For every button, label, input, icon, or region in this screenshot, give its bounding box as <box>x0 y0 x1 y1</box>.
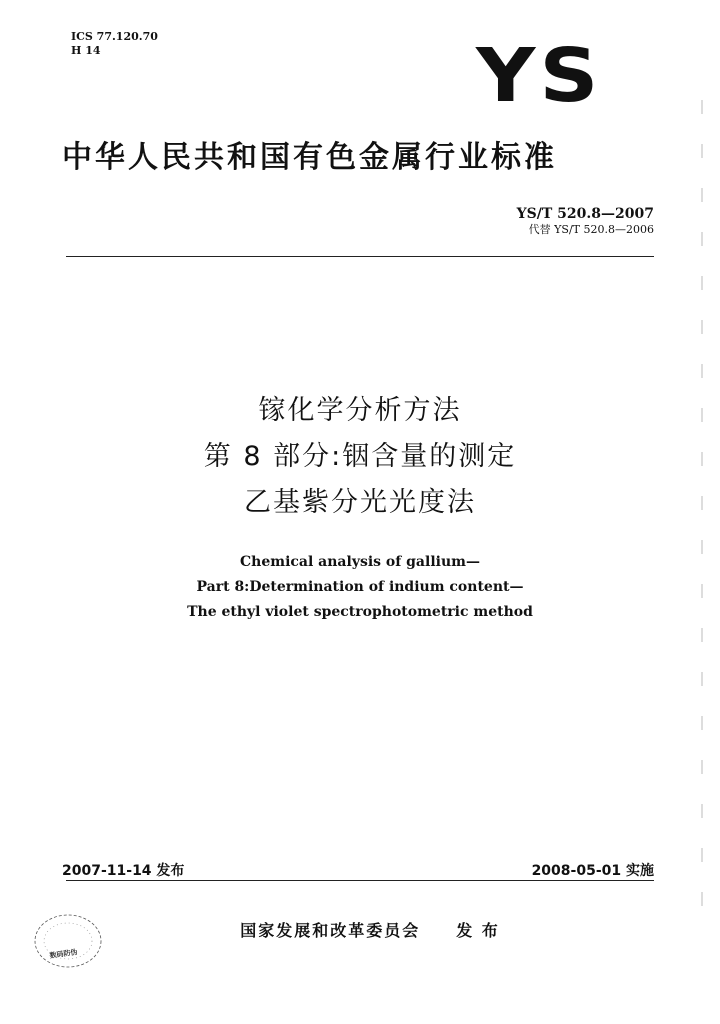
standard-number: YS/T 520.8—2007 <box>516 206 654 222</box>
effective-date: 2008-05-01 实施 <box>531 863 654 879</box>
issue-date: 2007-11-14 发布 <box>62 863 185 879</box>
org-title: 中华人民共和国有色金属行业标准 <box>62 140 557 175</box>
english-title-line-1: Chemical analysis of gallium— <box>240 554 480 570</box>
issuer-action: 发 布 <box>456 921 500 940</box>
english-title <box>0 550 720 625</box>
chinese-title-line-2: 第 8 部分:铟含量的测定 <box>203 441 517 472</box>
svg-text:数码防伪: 数码防伪 <box>49 948 79 960</box>
scan-edge-marks <box>699 100 705 920</box>
chinese-title <box>0 388 720 526</box>
english-title-line-2: Part 8:Determination of indium content— <box>196 579 524 595</box>
classification-codes <box>71 30 158 58</box>
chinese-title-line-1: 镓化学分析方法 <box>258 395 462 426</box>
anti-counterfeit-seal-icon <box>30 910 106 972</box>
issuer-org: 国家发展和改革委员会 <box>240 921 421 940</box>
standard-number-block <box>517 205 654 237</box>
top-divider <box>66 256 654 257</box>
ys-logo: YS <box>476 33 603 120</box>
english-title-line-3: The ethyl violet spectrophotometric method <box>187 604 533 620</box>
replaces-standard: 代替 YS/T 520.8—2006 <box>528 223 654 236</box>
chinese-title-line-3: 乙基紫分光光度法 <box>244 487 476 518</box>
bottom-divider <box>66 880 654 881</box>
ccs-code: H 14 <box>71 44 101 57</box>
ics-code: ICS 77.120.70 <box>71 30 158 43</box>
issuer-line <box>0 918 720 941</box>
